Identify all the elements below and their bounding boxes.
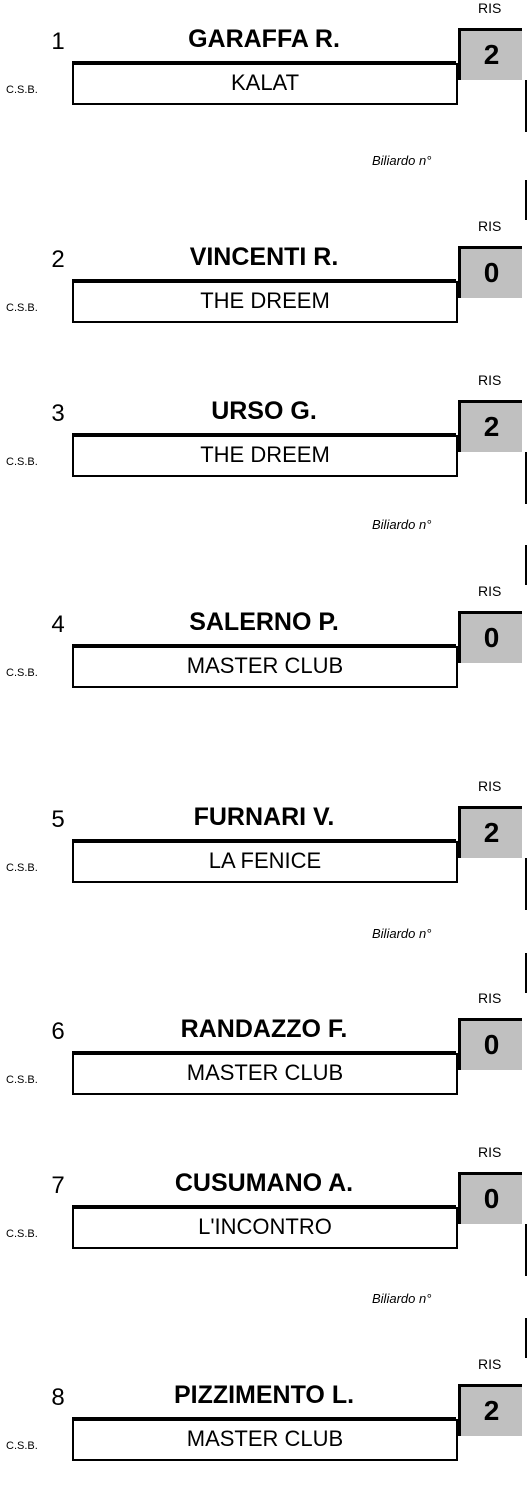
player-name: CUSUMANO A. [174, 1169, 354, 1197]
ris-label: RIS [478, 990, 502, 1006]
bracket-connector [525, 180, 527, 220]
entry-number: 2 [51, 246, 65, 273]
ris-label: RIS [478, 1356, 502, 1372]
player-entry-2 [0, 218, 528, 348]
player-name: PIZZIMENTO L. [173, 1381, 355, 1409]
ris-label: RIS [478, 778, 502, 794]
club-box: MASTER CLUB [72, 1419, 458, 1461]
biliardo-label: Biliardo n° [372, 926, 432, 941]
player-entry-4 [0, 583, 528, 713]
csb-label: C.S.B. [6, 1228, 38, 1240]
score-box: 0 [458, 246, 522, 298]
csb-label: C.S.B. [6, 84, 38, 96]
ris-label: RIS [478, 1144, 502, 1160]
score-box: 0 [458, 611, 522, 663]
club-box: MASTER CLUB [72, 1053, 458, 1095]
biliardo-label: Biliardo n° [372, 517, 432, 532]
club-box: THE DREEM [72, 281, 458, 323]
ris-label: RIS [478, 372, 502, 388]
club-box: LA FENICE [72, 841, 458, 883]
player-entry-6 [0, 990, 528, 1120]
player-entry-1 [0, 0, 528, 130]
bracket-line [525, 452, 527, 504]
club-box: L'INCONTRO [72, 1207, 458, 1249]
club-box: THE DREEM [72, 435, 458, 477]
entry-number: 7 [51, 1172, 65, 1199]
bracket-connector [525, 545, 527, 585]
entry-number: 6 [51, 1018, 65, 1045]
csb-label: C.S.B. [6, 456, 38, 468]
score-box: 0 [458, 1018, 522, 1070]
entry-number: 8 [51, 1384, 65, 1411]
bracket-line [525, 858, 527, 910]
score-box: 2 [458, 806, 522, 858]
player-name: VINCENTI R. [189, 243, 339, 271]
biliardo-label: Biliardo n° [372, 153, 432, 168]
csb-label: C.S.B. [6, 667, 38, 679]
player-name: URSO G. [211, 397, 317, 425]
bracket-connector [525, 953, 527, 993]
player-entry-5 [0, 778, 528, 908]
ris-label: RIS [478, 0, 502, 16]
entry-number: 5 [51, 806, 65, 833]
player-name: FURNARI V. [193, 803, 335, 831]
entry-number: 3 [51, 400, 65, 427]
club-box: MASTER CLUB [72, 646, 458, 688]
score-box: 2 [458, 400, 522, 452]
bracket-line [525, 80, 527, 132]
csb-label: C.S.B. [6, 862, 38, 874]
entry-number: 4 [51, 611, 65, 638]
bracket-connector [525, 1318, 527, 1358]
player-entry-8 [0, 1356, 528, 1486]
score-box: 2 [458, 1384, 522, 1436]
bracket-line [525, 1224, 527, 1276]
ris-label: RIS [478, 583, 502, 599]
csb-label: C.S.B. [6, 302, 38, 314]
ris-label: RIS [478, 218, 502, 234]
score-box: 2 [458, 28, 522, 80]
player-entry-3 [0, 372, 528, 502]
biliardo-label: Biliardo n° [372, 1291, 432, 1306]
player-name: RANDAZZO F. [180, 1015, 348, 1043]
player-entry-7 [0, 1144, 528, 1274]
entry-number: 1 [51, 28, 65, 55]
player-name: GARAFFA R. [188, 25, 340, 53]
score-box: 0 [458, 1172, 522, 1224]
club-box: KALAT [72, 63, 458, 105]
player-name: SALERNO P. [189, 608, 339, 636]
csb-label: C.S.B. [6, 1440, 38, 1452]
csb-label: C.S.B. [6, 1074, 38, 1086]
